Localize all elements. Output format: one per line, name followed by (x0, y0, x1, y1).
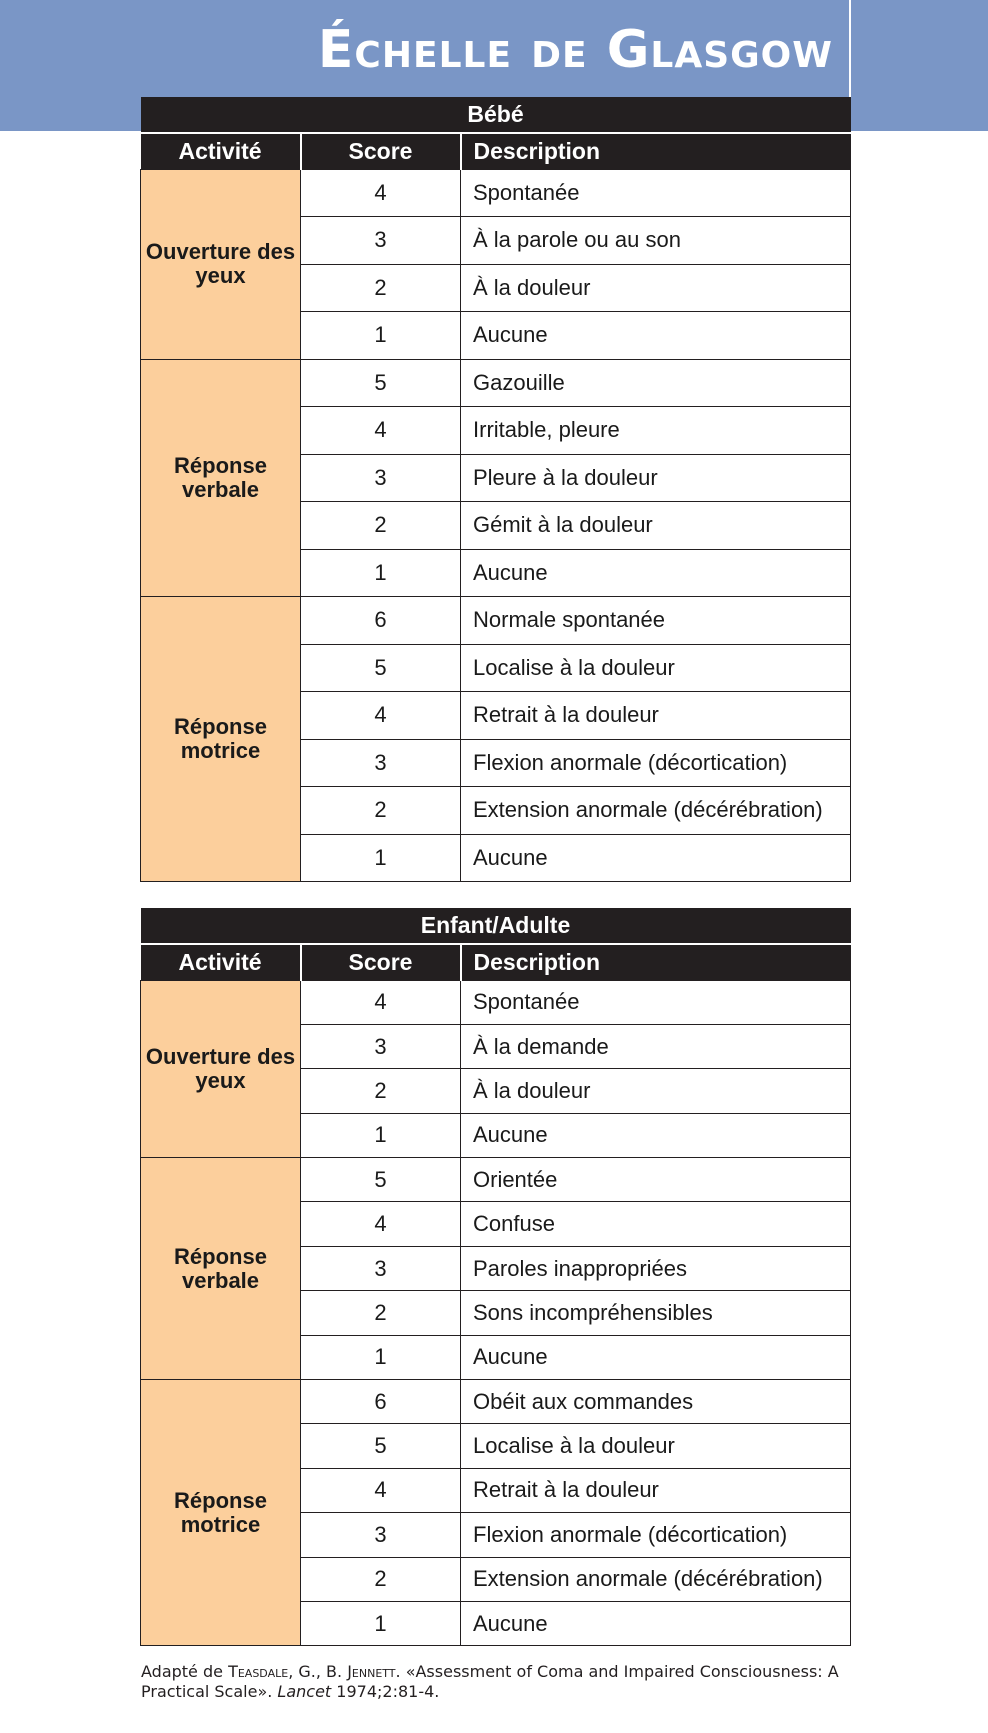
score-cell: 1 (301, 312, 461, 360)
activity-cell: Réponse motrice (141, 1380, 301, 1646)
table-row (141, 1158, 851, 1202)
footnote-mid-1: , G., B. (288, 1662, 348, 1681)
description-cell: Flexion anormale (décortication) (461, 739, 851, 787)
footnote-prefix: Adapté de (141, 1662, 229, 1681)
page-title: Échelle de Glasgow (317, 20, 833, 80)
description-cell: Normale spontanée (461, 597, 851, 645)
table-row (141, 359, 851, 407)
description-cell: À la parole ou au son (461, 217, 851, 265)
column-header-score: Score (301, 944, 461, 980)
activity-cell: Ouverture des yeux (141, 980, 301, 1158)
adult-table (140, 908, 851, 1646)
description-cell: Aucune (461, 1601, 851, 1645)
description-cell: Retrait à la douleur (461, 1468, 851, 1512)
description-cell: Extension anormale (décérébration) (461, 1557, 851, 1601)
description-cell: Paroles inappropriées (461, 1246, 851, 1290)
header-band-right (851, 0, 988, 131)
score-cell: 5 (301, 644, 461, 692)
score-cell: 2 (301, 1291, 461, 1335)
table-caption: Enfant/Adulte (141, 908, 851, 944)
score-cell: 6 (301, 1380, 461, 1424)
description-cell: À la demande (461, 1024, 851, 1068)
score-cell: 2 (301, 1557, 461, 1601)
description-cell: Spontanée (461, 980, 851, 1024)
description-cell: Sons incompréhensibles (461, 1291, 851, 1335)
description-cell: Orientée (461, 1158, 851, 1202)
score-cell: 4 (301, 169, 461, 217)
column-header-description: Description (461, 133, 851, 169)
score-cell: 1 (301, 549, 461, 597)
description-cell: Aucune (461, 834, 851, 882)
footnote (141, 1662, 861, 1702)
table-row (141, 597, 851, 645)
score-cell: 3 (301, 1246, 461, 1290)
score-cell: 1 (301, 834, 461, 882)
footnote-author-1: Teasdale (228, 1662, 289, 1681)
description-cell: Spontanée (461, 169, 851, 217)
description-cell: Aucune (461, 1113, 851, 1157)
score-cell: 3 (301, 454, 461, 502)
description-cell: Localise à la douleur (461, 644, 851, 692)
description-cell: Aucune (461, 549, 851, 597)
footnote-author-2: Jennett (347, 1662, 396, 1681)
description-cell: Localise à la douleur (461, 1424, 851, 1468)
baby-table (140, 97, 851, 882)
score-cell: 3 (301, 1513, 461, 1557)
description-cell: Confuse (461, 1202, 851, 1246)
footnote-journal: Lancet (277, 1682, 332, 1701)
score-cell: 2 (301, 787, 461, 835)
score-cell: 4 (301, 692, 461, 740)
description-cell: Irritable, pleure (461, 407, 851, 455)
table-row (141, 169, 851, 217)
score-cell: 3 (301, 1024, 461, 1068)
description-cell: Retrait à la douleur (461, 692, 851, 740)
table-row (141, 1380, 851, 1424)
description-cell: Gémit à la douleur (461, 502, 851, 550)
description-cell: À la douleur (461, 264, 851, 312)
score-cell: 4 (301, 1468, 461, 1512)
description-cell: Pleure à la douleur (461, 454, 851, 502)
description-cell: Obéit aux commandes (461, 1380, 851, 1424)
score-cell: 4 (301, 1202, 461, 1246)
score-cell: 6 (301, 597, 461, 645)
activity-cell: Réponse verbale (141, 359, 301, 597)
score-cell: 5 (301, 1424, 461, 1468)
score-cell: 3 (301, 217, 461, 265)
column-header-score: Score (301, 133, 461, 169)
column-header-activity: Activité (141, 944, 301, 980)
column-header-row (141, 133, 851, 169)
column-header-activity: Activité (141, 133, 301, 169)
description-cell: Extension anormale (décérébration) (461, 787, 851, 835)
footnote-mid-2: . «Assessment of Coma and Impaired Consciousness: A Practical Scale». (141, 1662, 839, 1701)
table-row (141, 980, 851, 1024)
score-cell: 1 (301, 1601, 461, 1645)
score-cell: 1 (301, 1113, 461, 1157)
description-cell: Gazouille (461, 359, 851, 407)
description-cell: Aucune (461, 1335, 851, 1379)
activity-cell: Ouverture des yeux (141, 169, 301, 359)
description-cell: À la douleur (461, 1069, 851, 1113)
score-cell: 5 (301, 1158, 461, 1202)
description-cell: Flexion anormale (décortication) (461, 1513, 851, 1557)
column-header-row (141, 944, 851, 980)
score-cell: 2 (301, 264, 461, 312)
description-cell: Aucune (461, 312, 851, 360)
score-cell: 4 (301, 407, 461, 455)
score-cell: 3 (301, 739, 461, 787)
footnote-suffix: 1974;2:81-4. (331, 1682, 440, 1701)
score-cell: 5 (301, 359, 461, 407)
table-caption: Bébé (141, 97, 851, 133)
column-header-description: Description (461, 944, 851, 980)
score-cell: 4 (301, 980, 461, 1024)
activity-cell: Réponse motrice (141, 597, 301, 882)
score-cell: 2 (301, 502, 461, 550)
score-cell: 2 (301, 1069, 461, 1113)
score-cell: 1 (301, 1335, 461, 1379)
activity-cell: Réponse verbale (141, 1158, 301, 1380)
